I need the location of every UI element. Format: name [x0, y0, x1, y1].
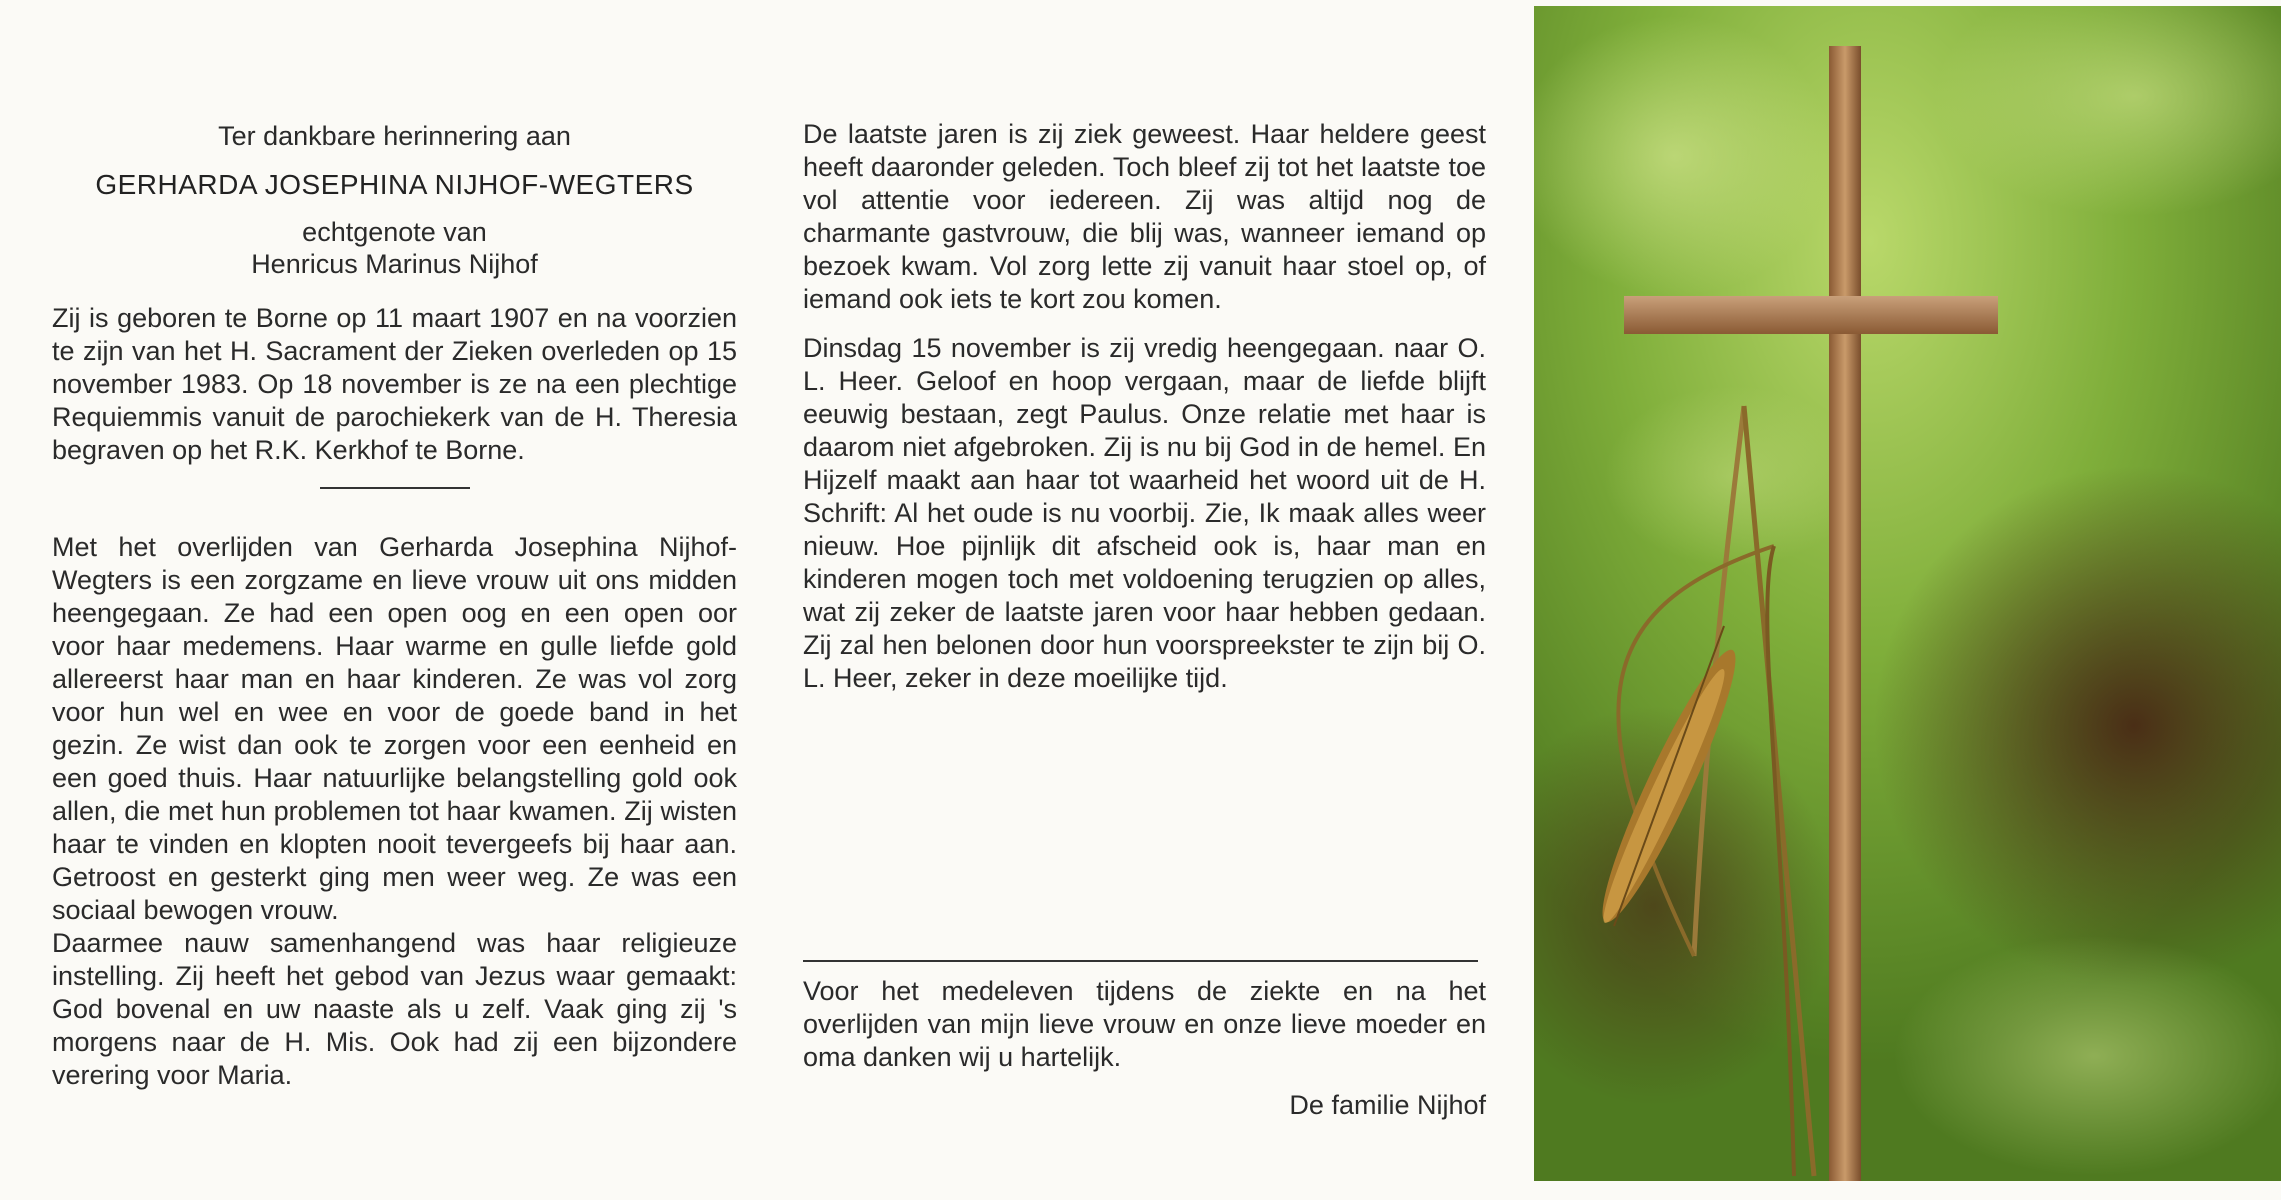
- left-column: [52, 120, 737, 1092]
- cross-wheat-photo: [1534, 6, 2281, 1181]
- passing-paragraph: Dinsdag 15 november is zij vredig heengegaan. naar O. L. Heer. Geloof en hoop vergaan, maar de liefde blijft eeuwig bestaan, zegt Paulus. Onze relatie met haar is daarom niet afgebroken. Zij is nu bij God in de hemel. En Hijzelf maakt aan haar tot waarheid het woord uit de H. Schrift: Al het oude is nu voorbij. Zie, Ik maak alles weer nieuw. Hoe pijnlijk dit afscheid ook is, haar man en kinderen mogen toch met voldoening terugzien op alles, wat zij zeker de laatste jaren voor haar hebben gedaan. Zij zal hen belonen door hun voorspreekster te zijn bij O. L. Heer, zeker in deze moeilijke tijd.: [803, 333, 1486, 693]
- family-signature: De familie Nijhof: [1289, 1090, 1486, 1120]
- birth-paragraph: Zij is geboren te Borne op 11 maart 1907 en na voorzien te zijn van het H. Sacrament der Zieken overleden op 15 november 1983. Op 18 november is ze na een plechtige Requiemmis vanuit de parochiekerk van de H. Theresia begraven op het R.K. Kerkhof te Borne.: [52, 303, 737, 465]
- intro-line: Ter dankbare herinnering aan: [218, 121, 571, 151]
- cross-wheat-illustration: [1534, 6, 2281, 1181]
- spouse-name: Henricus Marinus Nijhof: [251, 249, 538, 279]
- cross-vertical-beam: [1829, 46, 1861, 1181]
- middle-column: [803, 118, 1486, 695]
- thanks-divider: [803, 960, 1478, 962]
- section-divider: [320, 487, 470, 489]
- relation-line: echtgenote van: [302, 217, 487, 247]
- deceased-name: GERHARDA JOSEPHINA NIJHOF-WEGTERS: [95, 169, 694, 200]
- tribute-paragraph-1: Met het overlijden van Gerharda Josephina Nijhof-Wegters is een zorgzame en lieve vrouw uit ons midden heengegaan. Ze had een open oog en een open oor voor haar medemens. Haar warme en gulle liefde gold allereerst haar man en haar kinderen. Ze was vol zorg voor hun wel en wee en voor de goede band in het gezin. Ze wist dan ook te zorgen voor een eenheid en een goed thuis. Haar natuurlijke belangstelling gold ook allen, die met hun problemen tot haar kwamen. Zij wisten haar te vinden en klopten nooit tevergeefs bij haar aan. Getroost en gesterkt ging men weer weg. Ze was een sociaal bewogen vrouw.: [52, 532, 737, 925]
- illness-paragraph: De laatste jaren is zij ziek geweest. Haar heldere geest heeft daaronder geleden. Toch bleef zij tot het laatste toe vol attentie voor iedereen. Zij was altijd nog de charmante gastvrouw, die blij was, wanneer iemand op bezoek kwam. Vol zorg lette zij vanuit haar stoel op, of iemand ook iets te kort zou komen.: [803, 119, 1486, 314]
- cross-horizontal-beam: [1624, 296, 1998, 334]
- thanks-paragraph: Voor het medeleven tijdens de ziekte en na het overlijden van mijn lieve vrouw en onze lieve moeder en oma danken wij u hartelijk.: [803, 976, 1486, 1072]
- tribute-paragraph-2: Daarmee nauw samenhangend was haar religieuze instelling. Zij heeft het gebod van Jezus waar gemaakt: God bovenal en uw naaste als u zelf. Vaak ging zij 's morgens naar de H. Mis. Ook had zij een bijzondere verering voor Maria.: [52, 928, 737, 1090]
